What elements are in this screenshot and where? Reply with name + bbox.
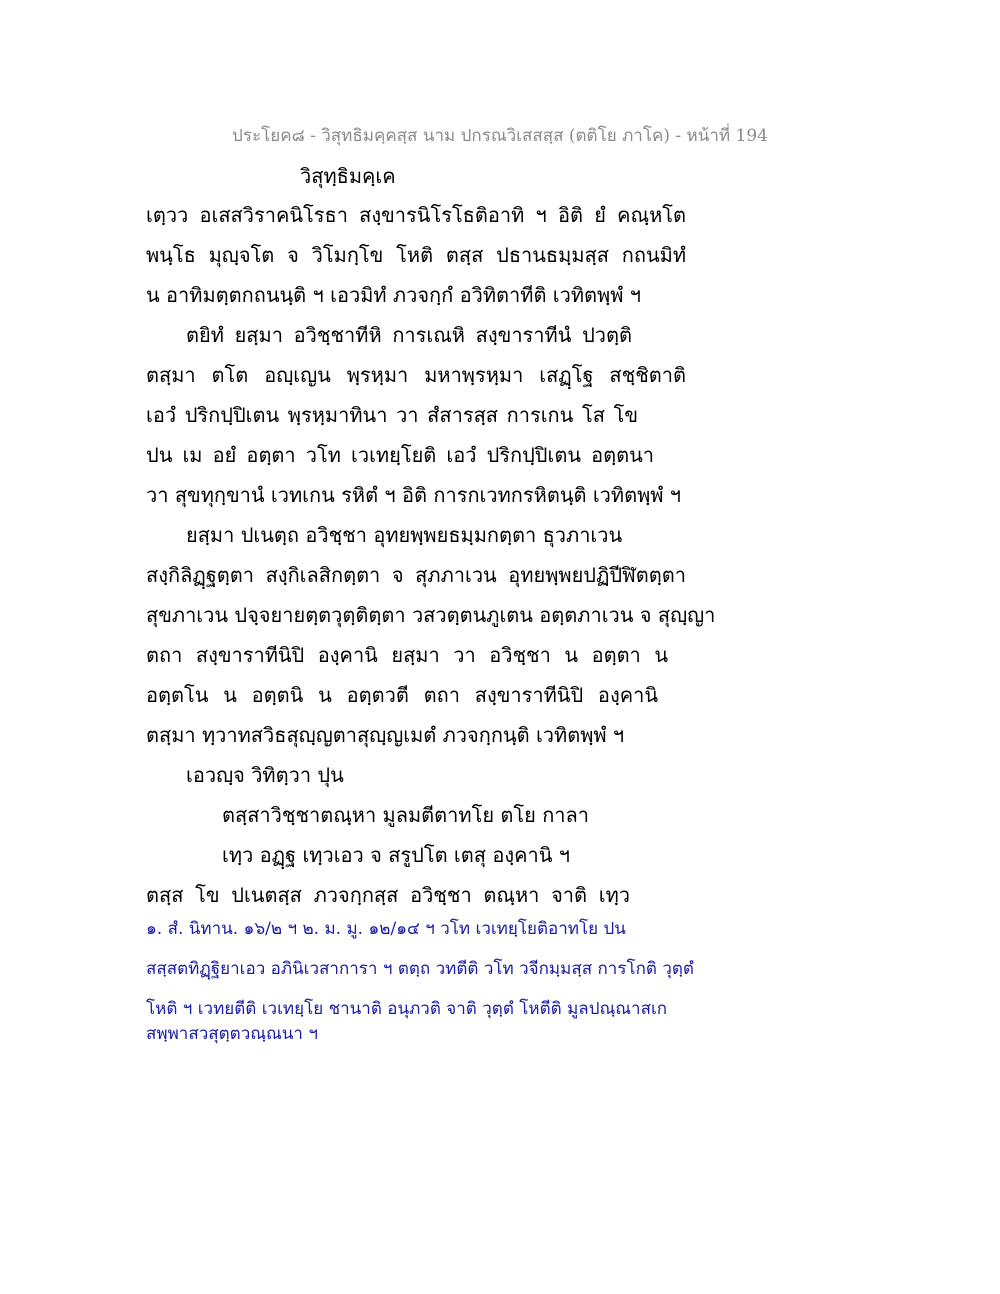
- footnote-line: สพฺพาสวสุตฺตวณฺณนา ฯ: [146, 1024, 318, 1044]
- page-header: ประโยค๘ - วิสุทธิมคฺคสฺส นาม ปกรณวิเสสสฺส (ตติโย ภาโค) - หน้าที่ 194: [232, 126, 768, 146]
- body-line: ปน เม อยํ อตฺตา วโท เวเทยฺโยติ เอวํ ปริกปฺปิเตน อตฺตนา: [146, 443, 654, 467]
- body-line: ตยิทํ ยสฺมา อวิชฺชาทีหิ การเณหิ สงฺขาราทีนํ ปวตฺติ: [186, 323, 632, 347]
- body-line: อตฺตโน น อตฺตนิ น อตฺตวตี ตถา สงฺขาราทีนิปิ องฺคานิ: [146, 683, 658, 707]
- body-line: เอวญฺจ วิทิตฺวา ปุน: [186, 763, 344, 787]
- footnote-line: โหติ ฯ เวทยตีติ เวเทยฺโย ชานาติ อนุภวติ จาติ วุตฺตํ โหตีติ มูลปณฺณาสเก: [146, 999, 668, 1019]
- body-line: เอวํ ปริกปฺปิเตน พฺรหฺมาทินา วา สํสารสฺส การเกน โส โข: [146, 403, 638, 427]
- body-line: ตสฺมา ตโต อญฺเญน พฺรหฺมา มหาพฺรหฺมา เสฏฺโฐ สชฺชิตาติ: [146, 363, 686, 387]
- body-line: พนฺโธ มุญฺจโต จ วิโมกฺโข โหติ ตสฺส ปธานธมฺมสฺส กถนมิทํ: [146, 243, 686, 267]
- body-line: สุขภาเวน ปจฺจยายตฺตวุตฺติตฺตา วสวตฺตนภูเตน อตฺตภาเวน จ สุญฺญา: [146, 603, 716, 627]
- verse-line: เทฺว อฏฺฐ เทฺวเอว จ สรูปโต เตสุ องฺคานิ ฯ: [222, 843, 570, 867]
- body-line: ยสฺมา ปเนตฺถ อวิชฺชา อุทยพฺพยธมฺมกตฺตา ธุวภาเวน: [186, 523, 623, 547]
- body-line: ตถา สงฺขาราทีนิปิ องฺคานิ ยสฺมา วา อวิชฺชา น อตฺตา น: [146, 643, 668, 667]
- body-line: วา สุขทุกฺขานํ เวทเกน รหิตํ ฯ อิติ การกเวทกรหิตนฺติ เวทิตพฺพํ ฯ: [146, 483, 682, 507]
- chapter-title: วิสุทฺธิมคฺเค: [300, 164, 396, 188]
- footnote-line: สสฺสตทิฏฺฐิยาเอว อภินิเวสาการา ฯ ตตฺถ วทตีติ วโท วจีกมฺมสฺส การโกติ วุตฺตํ: [146, 959, 694, 979]
- verse-line: ตสฺสาวิชฺชาตณฺหา มูลมตีตาทโย ตโย กาลา: [222, 803, 590, 827]
- body-line: ตสฺส โข ปเนตสฺส ภวจกฺกสฺส อวิชฺชา ตณฺหา จาติ เทฺว: [146, 883, 630, 907]
- footnote-line: ๑. สํ. นิทาน. ๑๖/๒ ฯ ๒. ม. มู. ๑๒/๑๔ ฯ วโท เวเทยฺโยติอาทโย ปน: [146, 919, 626, 939]
- body-line: เตฺวว อเสสวิราคนิโรธา สงฺขารนิโรโธติอาทิ ฯ อิติ ยํ คณฺหโต: [146, 203, 686, 227]
- body-line: ตสฺมา ทฺวาทสวิธสุญฺญตาสุญฺญเมตํ ภวจกฺกนฺติ เวทิตพฺพํ ฯ: [146, 723, 625, 747]
- body-line: สงฺกิลิฏฺฐตฺตา สงฺกิเลสิกตฺตา จ สุภภาเวน อุทยพฺพยปฏิปีฬิตตฺตา: [146, 563, 686, 587]
- body-line: น อาทิมตฺตกถนนฺติ ฯ เอวมิทํ ภวจกฺกํ อวิทิตาทีติ เวทิตพฺพํ ฯ: [146, 283, 641, 307]
